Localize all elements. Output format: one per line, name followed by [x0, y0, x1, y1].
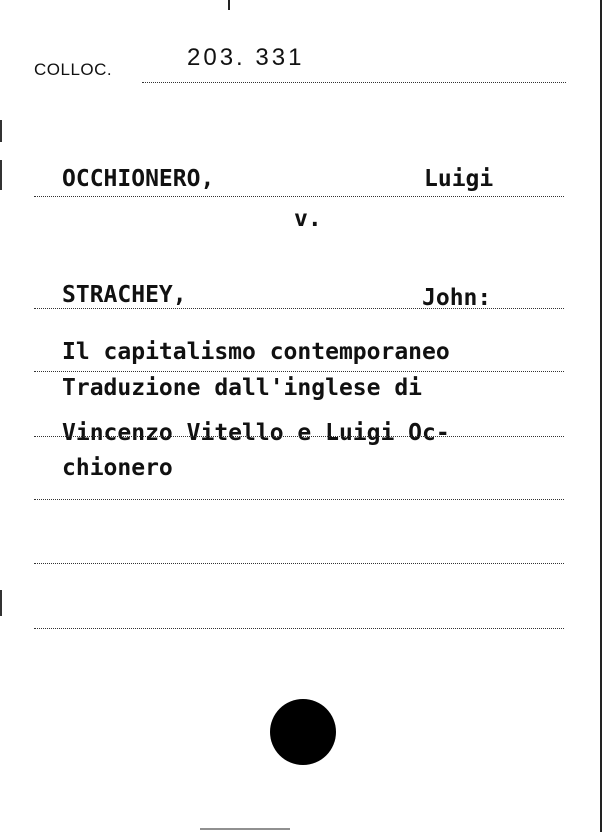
card-left-edge-mark	[0, 590, 2, 616]
title-rule-2	[34, 436, 564, 437]
blank-rule	[34, 563, 564, 564]
blank-rule	[34, 499, 564, 500]
title-line-4: chionero	[62, 455, 173, 481]
card-left-edge-mark	[0, 120, 2, 142]
title-rule-1	[34, 371, 564, 372]
author-surname: OCCHIONERO,	[62, 166, 215, 192]
colloc-label: COLLOC.	[34, 60, 113, 79]
top-edge-mark	[228, 0, 230, 10]
bottom-edge-mark	[200, 828, 290, 830]
cross-reference-mark: v.	[294, 206, 322, 232]
colloc-shelfmark: 203. 331	[187, 44, 305, 71]
colloc-rule	[142, 82, 566, 83]
title-line-3: Vincenzo Vitello e Luigi Oc-	[62, 420, 450, 446]
punch-hole	[270, 699, 336, 765]
referenced-given-name: John:	[422, 285, 492, 311]
title-line-1: Il capitalismo contemporaneo	[62, 339, 450, 365]
author-given-name: Luigi	[424, 166, 494, 192]
title-line-2: Traduzione dall'inglese di	[62, 375, 423, 401]
referenced-rule	[34, 308, 564, 309]
author-rule	[34, 196, 564, 197]
referenced-surname: STRACHEY,	[62, 282, 187, 308]
blank-rule	[34, 628, 564, 629]
card-left-edge-mark	[0, 160, 2, 190]
